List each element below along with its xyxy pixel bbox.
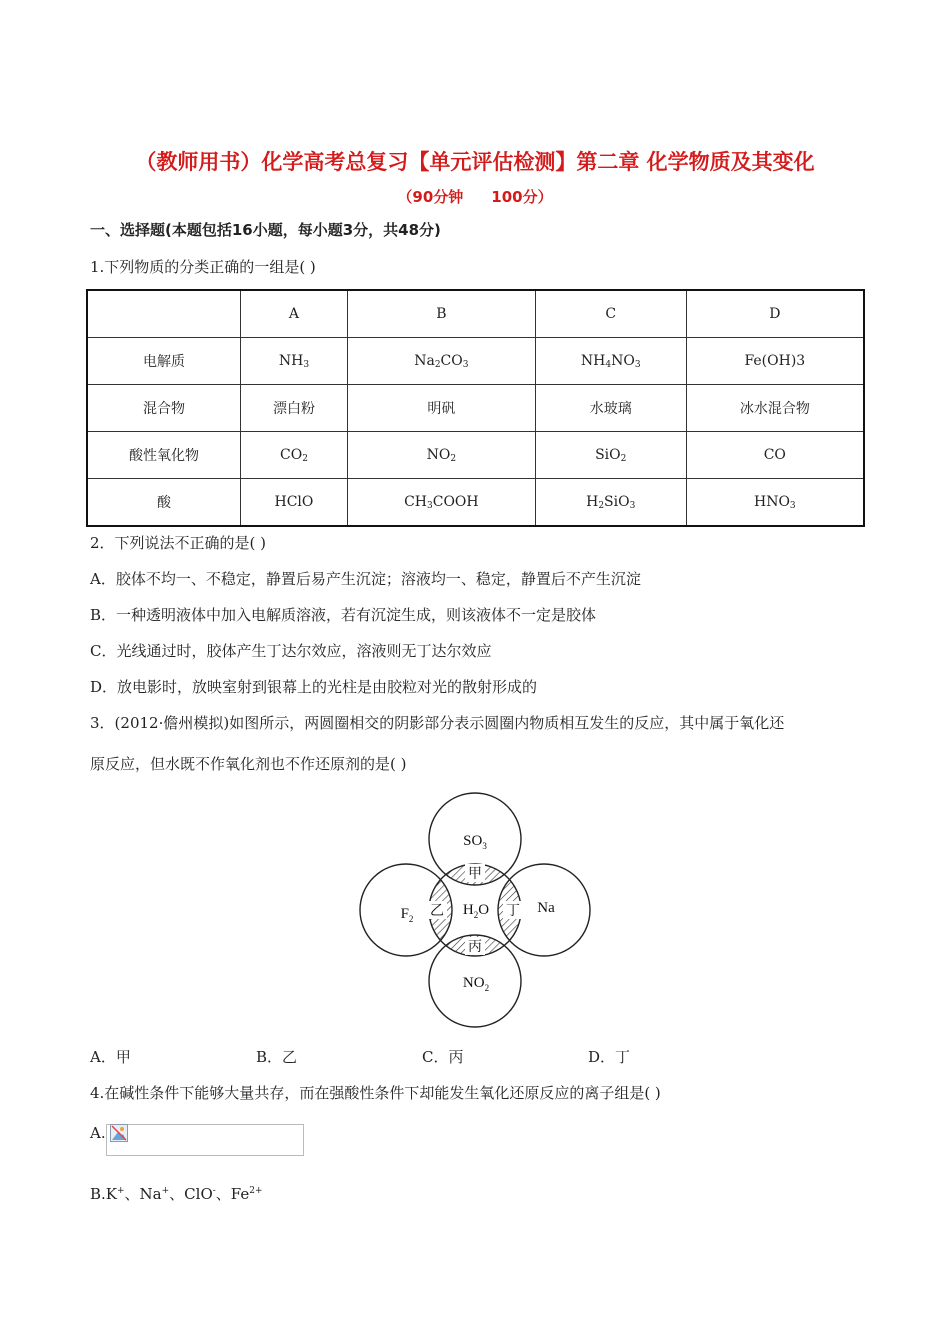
table-cell: $NH_3$ [241,338,348,385]
row-label: 酸 [87,479,241,527]
table-cell: $CO_2$ [241,432,348,479]
table-cell: 水玻璃 [535,385,686,432]
question-4-stem: 4.在碱性条件下能够大量共存，而在强酸性条件下却能发生氧化还原反应的离子组是( ) [90,1084,661,1102]
broken-image-icon [110,1124,128,1142]
row-label: 酸性氧化物 [87,432,241,479]
page-subtitle [0,186,950,207]
table-cell: $Na_2CO_3$ [347,338,535,385]
table-row [87,385,864,432]
reaction-venn-diagram [355,790,595,1055]
table-row [87,479,864,527]
question-3-option-c: C．丙 [422,1048,464,1066]
label-ding: 丁 [506,903,520,919]
table-cell: CO [686,432,864,479]
question-3-stem-line1: 3．(2012·儋州模拟)如图所示，两圆圈相交的阴影部分表示圆圈内物质相互发生的反应，其中属于氧化还 [90,714,785,732]
classification-table [86,289,865,527]
question-2-option-d: D．放电影时，放映室射到银幕上的光柱是由胶粒对光的散射形成的 [90,678,538,696]
table-row [87,432,864,479]
label-yi: 乙 [430,903,444,919]
label-so3: $SO_3$ [463,833,487,851]
table-cell: $NO_2$ [347,432,535,479]
table-cell: $NH_4NO_3$ [535,338,686,385]
table-header-cell: D [686,290,864,338]
question-3-option-a: A．甲 [90,1048,131,1066]
table-cell: SiO$_2$ [535,432,686,479]
question-2-stem: 2．下列说法不正确的是( ) [90,534,267,552]
question-3-stem-line2: 原反应，但水既不作氧化剂也不作还原剂的是( ) [90,755,407,773]
row-label: 电解质 [87,338,241,385]
table-header-cell [87,290,241,338]
table-header-cell: B [347,290,535,338]
question-3-option-b: B．乙 [256,1048,298,1066]
table-cell: 冰水混合物 [686,385,864,432]
table-cell: HClO [241,479,348,527]
row-label: 混合物 [87,385,241,432]
question-2-option-b: B．一种透明液体中加入电解质溶液，若有沉淀生成，则该液体不一定是胶体 [90,606,597,624]
table-cell: $H_2SiO_3$ [535,479,686,527]
label-na: Na [537,900,555,916]
page-title: （教师用书）化学高考总复习【单元评估检测】第二章 化学物质及其变化 [135,150,815,174]
label-bing: 丙 [468,939,482,955]
label-jia: 甲 [468,866,482,882]
label-no2: $NO_2$ [462,975,490,993]
table-header-cell: A [241,290,348,338]
label-h2o: $H_2O$ [462,902,490,920]
exam-score: 100分） [491,188,553,206]
question-1-stem: 1.下列物质的分类正确的一组是( ) [90,258,316,276]
table-cell: 明矾 [347,385,535,432]
section-heading: 一、选择题(本题包括16小题，每小题3分，共48分) [90,221,441,239]
table-header-row [87,290,864,338]
question-4-option-b: B.K+、Na+、ClO-、$Fe^{2+}$ [90,1185,263,1203]
table-cell: $HNO_3$ [686,479,864,527]
table-cell: Fe(OH)3 [686,338,864,385]
table-cell: 漂白粉 [241,385,348,432]
question-2-option-c: C．光线通过时，胶体产生丁达尔效应，溶液则无丁达尔效应 [90,642,492,660]
question-4-option-a-label: A. [90,1124,106,1142]
table-header-cell: C [535,290,686,338]
question-2-option-a: A．胶体不均一、不稳定，静置后易产生沉淀；溶液均一、稳定，静置后不产生沉淀 [90,570,641,588]
table-row [87,338,864,385]
label-f2: $F_2$ [400,906,414,924]
missing-image-frame [106,1124,304,1156]
question-3-option-d: D．丁 [588,1048,631,1066]
exam-time: （90分钟 [397,188,464,206]
table-cell: $CH_3COOH$ [347,479,535,527]
question-3-options [90,1047,630,1067]
